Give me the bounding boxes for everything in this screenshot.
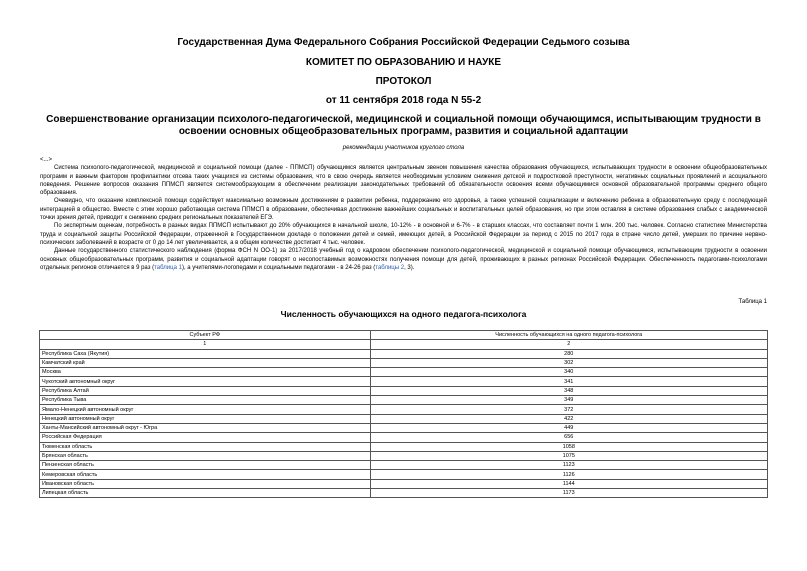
paragraph-3: По экспертным оценкам, потребность в разных видах ППМСП испытывают до 20% обучающихся в начальной школе, 10-12% - в основной и 6-7% - в старших классах, что составляет почти 1 млн. 200 тыс. человек. Согласно статистике Министерства труда и социальной защиты Российской Федерации, отраженной в Государственном докладе о положении детей и семей, имеющих детей, в Российской Федерации за период с 2015 по 2017 года в стране число детей, умерших по причине нервно-психических заболеваний в возрасте от 0 до 14 лет увеличивается, а в общем количестве достигает 4 тыс. человек.: [40, 223, 767, 246]
region-cell: Российская Федерация: [40, 433, 371, 442]
table-title: Численность обучающихся на одного педагога-психолога: [280, 309, 527, 319]
table-row: [40, 442, 768, 451]
region-cell: Чукотский автономный округ: [40, 377, 371, 386]
table-row: [40, 470, 768, 479]
region-cell: Брянская область: [40, 451, 371, 460]
region-cell: Пензенская область: [40, 461, 371, 470]
ratio-cell: 340: [370, 368, 767, 377]
table-number: Таблица 1: [738, 299, 767, 305]
table-row: [40, 349, 768, 358]
recommendations-note: рекомендации участников круглого стола: [342, 145, 465, 151]
paragraph-1: Система психолого-педагогической, медицинской и социальной помощи (далее - ППМСП) обучающимся является центральным звеном повышения качества образования обучающихся, испытывающих трудности в освоении общеобразовательных программ и важным фактором профилактики отсева таких учащихся из системы образования, что в свою очередь является необходимым условием снижения детской и подростковой преступности, негативных социальных проявлений и асоциального поведения. Решение вопросов оказания ППМСП является системообразующим в обеспечении реализации законодательных требований об обязательности освоения всеми обучающимися основной образовательной программы среднего общего образования.: [40, 165, 767, 197]
table-2-link[interactable]: таблицы 2: [375, 264, 405, 271]
region-cell: Москва: [40, 368, 371, 377]
region-cell: Ненецкий автономный округ: [40, 414, 371, 423]
ratio-cell: 280: [370, 349, 767, 358]
psychologist-ratio-table: [39, 330, 768, 498]
paragraph-4-text-a: Данные государственного статистического наблюдения (форма ФСН N ОО-1) за 2017/2018 учебный год о кадровом обеспечении психолого-педагогической, медицинской и социальной помощи обучающимся, испытывающим трудности в освоении основных общеобразовательных программ, развития и социальной адаптации говорят о несопоставимых возможностях получения помощи для детей, проживающих в разных регионах Российской Федерации. Обеспеченность педагогами-психологами отдельных регионов отличается в 9 раз (: [40, 248, 767, 271]
region-cell: Ивановская область: [40, 479, 371, 488]
region-cell: Республика Тыва: [40, 396, 371, 405]
paragraph-4-text-c: , 3).: [404, 264, 415, 271]
table-row: [40, 423, 768, 432]
parliament-heading: Государственная Дума Федерального Собрания Российской Федерации Седьмого созыва: [177, 37, 630, 48]
ratio-cell: 1075: [370, 451, 767, 460]
protocol-date: от 11 сентября 2018 года N 55-2: [325, 95, 482, 106]
column-number-1: 1: [40, 340, 371, 349]
table-row: [40, 396, 768, 405]
ratio-cell: 372: [370, 405, 767, 414]
column-header-ratio: Численность обучающихся на одного педагога-психолога: [370, 331, 767, 340]
region-cell: Камчатский край: [40, 358, 371, 367]
ratio-cell: 1126: [370, 470, 767, 479]
table-column-numbers-row: [40, 340, 768, 349]
ratio-cell: 1173: [370, 489, 767, 498]
document-body: [40, 156, 767, 272]
table-row: [40, 386, 768, 395]
protocol-heading: ПРОТОКОЛ: [375, 76, 432, 87]
table-1-link[interactable]: таблица 1: [154, 264, 182, 271]
table-row: [40, 479, 768, 488]
ratio-cell: 348: [370, 386, 767, 395]
region-cell: Ямало-Ненецкий автономный округ: [40, 405, 371, 414]
document-title: Совершенствование организации психолого-педагогической, медицинской и социальной помощи обучающимся, испытывающим трудности в освоении основных общеобразовательных программ, развития и социальной адаптации: [46, 114, 761, 137]
column-number-2: 2: [370, 340, 767, 349]
table-row: [40, 405, 768, 414]
region-cell: Кемеровская область: [40, 470, 371, 479]
ratio-cell: 422: [370, 414, 767, 423]
table-row: [40, 414, 768, 423]
region-cell: Тюменская область: [40, 442, 371, 451]
region-cell: Ханты-Мансийский автономный округ - Югра: [40, 423, 371, 432]
table-row: [40, 368, 768, 377]
table-row: [40, 461, 768, 470]
ellipsis-marker: <...>: [40, 157, 53, 163]
table-row: [40, 451, 768, 460]
ratio-cell: 1058: [370, 442, 767, 451]
ratio-cell: 656: [370, 433, 767, 442]
region-cell: Республика Алтай: [40, 386, 371, 395]
ratio-cell: 1144: [370, 479, 767, 488]
ratio-cell: 302: [370, 358, 767, 367]
paragraph-4: [40, 247, 767, 272]
committee-heading: КОМИТЕТ ПО ОБРАЗОВАНИЮ И НАУКЕ: [305, 57, 502, 68]
ratio-cell: 341: [370, 377, 767, 386]
table-header-row: [40, 331, 768, 340]
column-header-region: Субъект РФ: [40, 331, 371, 340]
region-cell: Республика Саха (Якутия): [40, 349, 371, 358]
table-row: [40, 489, 768, 498]
table-row: [40, 377, 768, 386]
region-cell: Липецкая область: [40, 489, 371, 498]
table-row: [40, 433, 768, 442]
paragraph-4-text-b: ), а учителями-логопедами и социальными педагогами - в 24-26 раз (: [181, 264, 376, 271]
ratio-cell: 349: [370, 396, 767, 405]
ratio-cell: 449: [370, 423, 767, 432]
ratio-cell: 1123: [370, 461, 767, 470]
table-row: [40, 358, 768, 367]
paragraph-2: Очевидно, что оказание комплексной помощи содействует максимально возможным достижениям в развитии ребенка, поддержанию его здоровья, а также успешной социализации и включению ребенка в образовательную среду с последующей интеграцией в общество. Вместе с этим хорошо работающая система ППМСП в образовании, обеспечивая достижение важнейших социальных и воспитательных целей образования, но при этом оставляя в системе образования слабых с академической точки зрения детей, приводит к снижению средних региональных показателей ЕГЭ.: [40, 198, 767, 222]
table-body: [40, 331, 768, 498]
